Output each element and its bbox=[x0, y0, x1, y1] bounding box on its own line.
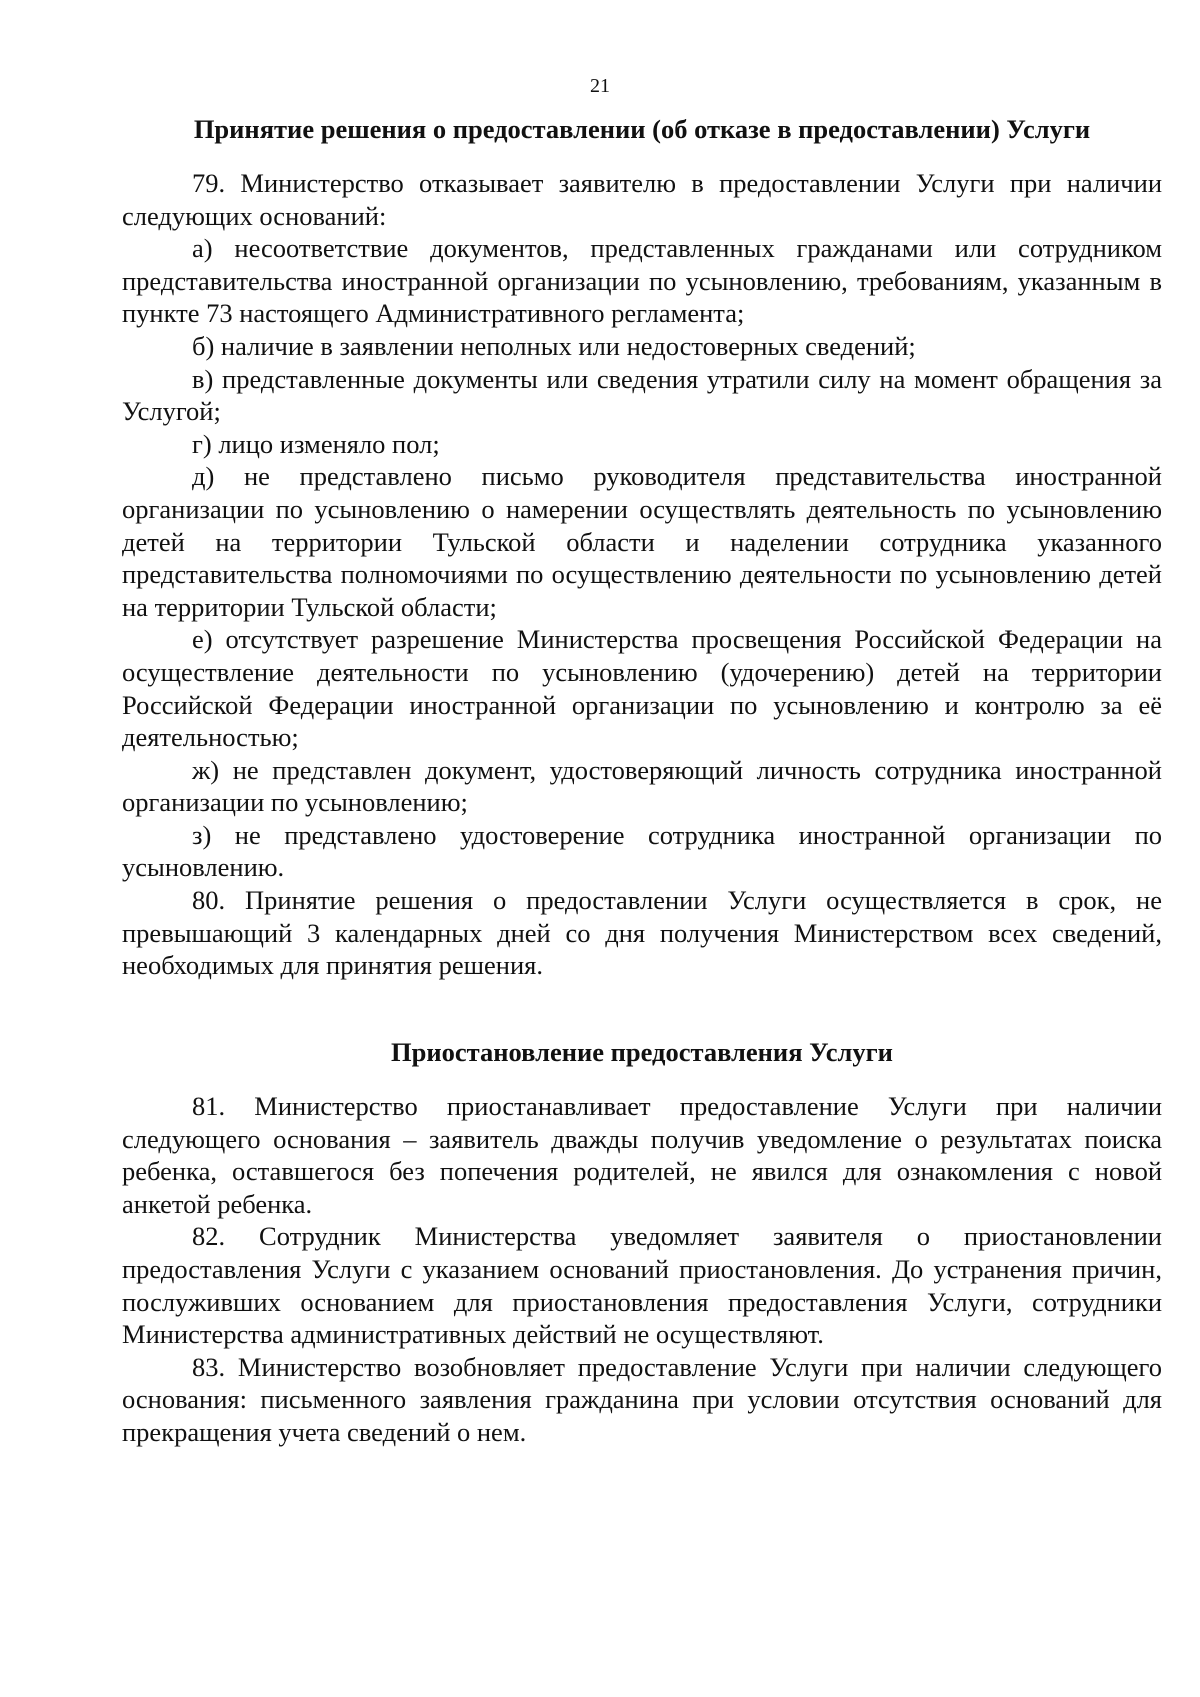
paragraph-82: 82. Сотрудник Министерства уведомляет заявителя о приостановлении предоставления Услуги с указанием оснований приостановления. До устранения причин, послуживших основанием для приостановления предоставления Услуги, сотрудники Министерства административных действий не осуществляют. bbox=[122, 1221, 1162, 1350]
section-body-decision bbox=[122, 167, 1162, 982]
paragraph-79g: г) лицо изменяло пол; bbox=[192, 428, 440, 459]
section-heading-decision: Принятие решения о предоставлении (об отказе в предоставлении) Услуги bbox=[193, 114, 1091, 144]
paragraph-79d: д) не представлено письмо руководителя представительства иностранной организации по усыновлению о намерении осуществлять деятельность по усыновлению детей на территории Тульской области и наделении сотрудника указанного представительства полномочиями по осуществлению деятельности по усыновлению детей на территории Тульской области; bbox=[122, 461, 1162, 622]
paragraph-83: 83. Министерство возобновляет предоставление Услуги при наличии следующего основания: письменного заявления гражданина при условии отсутствия оснований для прекращения учета сведений о нем. bbox=[122, 1351, 1162, 1447]
paragraph-81: 81. Министерство приостанавливает предоставление Услуги при наличии следующего основания – заявитель дважды получив уведомление о результатах поиска ребенка, оставшегося без попечения родителей, не явился для ознакомления с новой анкетой ребенка. bbox=[122, 1091, 1162, 1219]
page-number: 21 bbox=[590, 75, 610, 97]
paragraph-79zh: ж) не представлен документ, удостоверяющий личность сотрудника иностранной организации по усыновлению; bbox=[122, 754, 1162, 818]
paragraph-79e: е) отсутствует разрешение Министерства просвещения Российской Федерации на осуществление деятельности по усыновлению (удочерению) детей на территории Российской Федерации иностранной организации по усыновлению и контролю за её деятельностью; bbox=[122, 624, 1162, 753]
paragraph-79a: а) несоответствие документов, представленных гражданами или сотрудником представительства иностранной организации по усыновлению, требованиям, указанным в пункте 73 настоящего Административного регламента; bbox=[122, 233, 1162, 329]
paragraph-79v: в) представленные документы или сведения утратили силу на момент обращения за Услугой; bbox=[122, 363, 1162, 427]
paragraph-79b: б) наличие в заявлении неполных или недостоверных сведений; bbox=[192, 330, 916, 361]
section-body-suspension bbox=[122, 1090, 1162, 1449]
paragraph-79: 79. Министерство отказывает заявителю в предоставлении Услуги при наличии следующих оснований: bbox=[122, 168, 1162, 231]
paragraph-80: 80. Принятие решения о предоставлении Услуги осуществляется в срок, не превышающий 3 календарных дней со дня получения Министерством всех сведений, необходимых для принятия решения. bbox=[122, 885, 1162, 981]
paragraph-79z: з) не представлено удостоверение сотрудника иностранной организации по усыновлению. bbox=[122, 819, 1162, 883]
section-heading-suspension: Приостановление предоставления Услуги bbox=[391, 1037, 893, 1067]
